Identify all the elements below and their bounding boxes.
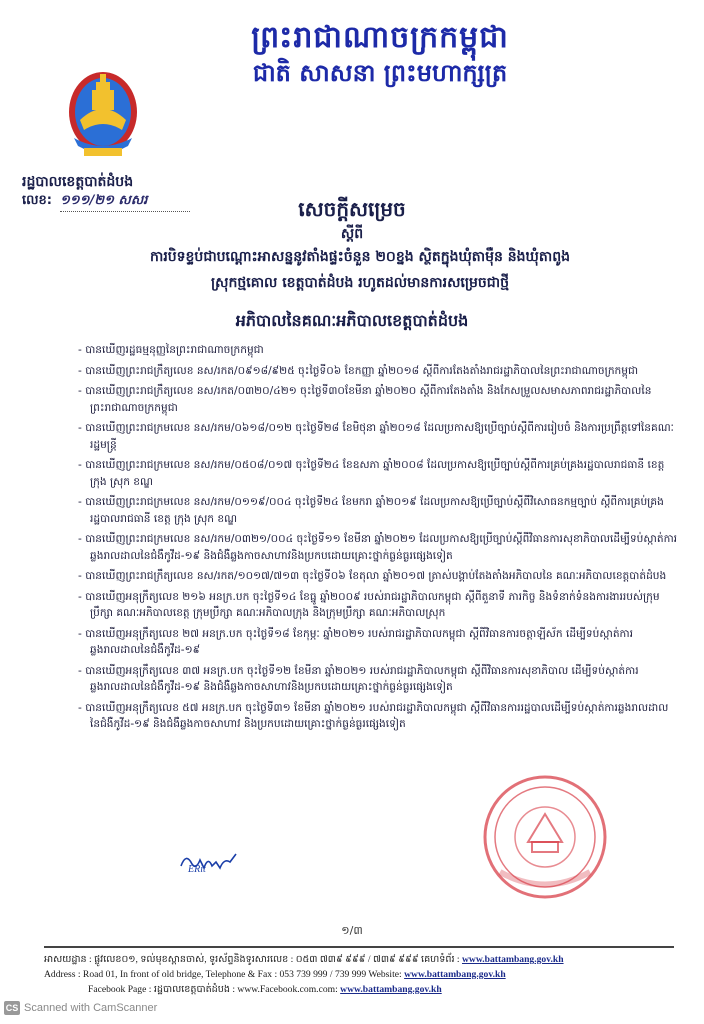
list-item: - បានឃើញអនុក្រឹត្យលេខ ២១៦ អនក្រ.បក ចុះថ្ងៃទី១៤ ខែធ្នូ ឆ្នាំ២០០៩ របស់រាជរដ្ឋាភិបាលកម្ពុជា ស្តីពីតួនាទី ភារកិច្ច និងទំនាក់ទំនងការងាររបស់ក្រុមប្រឹក្សា គណៈអភិបាលខេត្ត ក្រុមប្រឹក្សា គណៈអភិបាលក្រុង និងក្រុមប្រឹក្សា គណៈអភិបាលស្រុក: [78, 590, 660, 619]
list-item: - បានឃើញព្រះរាជក្រឹត្យលេខ នស/រកត/១០១៧/៧១៣ ចុះថ្ងៃទី០៦ ខែតុលា ឆ្នាំ២០១៧ ត្រាស់បង្គាប់តែងតាំងអភិបាលនៃ គណៈអភិបាលខេត្តបាត់ដំបង: [78, 570, 667, 582]
reference-label: លេខ:: [22, 193, 52, 208]
document-about: ស្តីពី: [340, 226, 364, 242]
subject-line-2: ស្រុកថ្មគោល ខេត្តបាត់ដំបង រហូតដល់មានការសម្រេចជាថ្មី: [210, 275, 510, 291]
scanner-text: Scanned with CamScanner: [24, 1001, 158, 1014]
list-item: - បានឃើញព្រះរាជក្រមលេខ នស/រកម/០៥០៨/០១៧ ចុះថ្ងៃទី២៤ ខែឧសភា ឆ្នាំ២០០៨ ដែលប្រកាសឱ្យប្រើច្បាប់ស្តីពីការគ្រប់គ្រងរដ្ឋបាលរាជធានី ខេត្ត ក្រុង ស្រុក ខណ្ឌ: [78, 459, 665, 488]
legal-basis-list: [78, 342, 678, 737]
footer-facebook-link[interactable]: www.battambang.gov.kh: [340, 984, 442, 995]
list-item: - បានឃើញព្រះរាជក្រឹត្យលេខ នស/រកត/០៩១៨/៩២៥ ចុះថ្ងៃទី០៦ ខែកញ្ញា ឆ្នាំ២០១៨ ស្តីពីការតែងតាំងរាជរដ្ឋាភិបាលនៃព្រះរាជាណាចក្រកម្ពុជា: [78, 364, 639, 377]
provincial-emblem-icon: [66, 68, 140, 168]
camscanner-icon: CS: [5, 1003, 19, 1013]
footer-facebook-label: Facebook Page :: [88, 984, 154, 995]
official-seal-stamp: [480, 772, 610, 902]
signature-text: ERit: [188, 864, 206, 874]
list-item: - បានឃើញព្រះរាជក្រមលេខ នស/រកម/០១១៩/០០៤ ចុះថ្ងៃទី២៤ ខែមករា ឆ្នាំ២០១៩ ដែលប្រកាសឱ្យប្រើច្បាប់ស្តីពីវិសោធនកម្មច្បាប់ ស្តីពីការគ្រប់គ្រងរដ្ឋបាលរាជធានី ខេត្ត ក្រុង ស្រុក ខណ្ឌ: [78, 496, 664, 525]
kingdom-header: ព្រះរាជាណាចក្រកម្ពុជា: [251, 20, 509, 55]
handwritten-signature: [178, 848, 238, 874]
list-item: - បានឃើញព្រះរាជក្រមលេខ នស/រកម/០៣២១/០០៤ ចុះថ្ងៃទី១១ ខែមីនា ឆ្នាំ២០២១ ដែលប្រកាសឱ្យប្រើច្បាប់ស្តីពីវិធានការសុខាភិបាលដើម្បីទប់ស្កាត់ការឆ្លងរាលដាលនៃជំងឺកូវីដ-១៩ និងជំងឺឆ្លងកាចសាហាវនិងប្រកបដោយគ្រោះថ្នាក់ធ្ងន់ធ្ងរផ្សេងទៀត: [78, 533, 678, 562]
sender-admin-name: រដ្ឋបាលខេត្តបាត់ដំបង: [22, 174, 134, 190]
footer-address-en: [44, 967, 674, 982]
footer-facebook-km: រដ្ឋបាលខេត្តបាត់ដំបង : www.Facebook.com.com:: [153, 984, 341, 995]
list-item: - បានឃើញរដ្ឋធម្មនុញ្ញនៃព្រះរាជាណាចក្រកម្ពុជា: [78, 344, 264, 356]
footer-address-en-label: Address: [44, 969, 76, 980]
footer-divider: [44, 946, 674, 948]
footer-website-link[interactable]: www.battambang.gov.kh: [462, 954, 564, 965]
document-title: សេចក្តីសម្រេច: [298, 197, 406, 221]
list-item: - បានឃើញអនុក្រឹត្យលេខ ៥៧ អនក្រ.បក ចុះថ្ងៃទី៣១ ខែមីនា ឆ្នាំ២០២១ របស់រាជរដ្ឋាភិបាលកម្ពុជា ស្តីពីវិធានការរដ្ឋបាលដើម្បីទប់ស្កាត់ការឆ្លងរាលដាលនៃជំងឺកូវីដ-១៩ និងជំងឺឆ្លងកាចសាហាវ និងប្រកបដោយគ្រោះថ្នាក់ធ្ងន់ធ្ងរផ្សេងទៀត: [78, 701, 669, 730]
document-subject: [50, 244, 670, 296]
list-item: - បានឃើញព្រះរាជក្រឹត្យលេខ នស/រកត/០៣២០/៤២១ ចុះថ្ងៃទី៣០ខែមីនា ឆ្នាំ២០២០ ស្តីពីការតែងតាំង និងកែសម្រួលសមាសភាពរាជរដ្ឋាភិបាលនៃព្រះរាជាណាចក្រកម្ពុជា: [78, 385, 652, 414]
list-item: - បានឃើញអនុក្រឹត្យលេខ ២៧ អនក្រ.បក ចុះថ្ងៃទី១៨ ខែកុម្ភៈ ឆ្នាំ២០២១ របស់រាជរដ្ឋាភិបាលកម្ពុជា ស្តីពីវិធានការចត្តាឡីស័ក ដើម្បីទប់ស្កាត់ការឆ្លងរាលដាលនៃជំងឺកូវីដ-១៩: [78, 627, 634, 656]
motto-header: ជាតិ សាសនា ព្រះមហាក្សត្រ: [252, 58, 508, 87]
footer-address-en-text: : Road 01, In front of old bridge, Telephone & Fax : 053 739 999 / 739 999 Website:: [77, 969, 402, 980]
page-number: ១/៣: [341, 924, 363, 937]
footer-address-km-text: អាសយដ្ឋាន : ផ្លូវលេខ០១, ទល់មុខស្ពានចាស់, ទូរស័ព្ទនិងទូរសារលេខ : ០៥៣ ៧៣៩ ៩៩៩ / ៧៣៩ ៩៩៩ គេហទំព័រ :: [44, 954, 460, 965]
scanner-watermark: [4, 1001, 157, 1015]
list-item: - បានឃើញព្រះរាជក្រមលេខ នស/រកម/០៦១៨/០១២ ចុះថ្ងៃទី២៨ ខែមិថុនា ឆ្នាំ២០១៨ ដែលប្រកាសឱ្យប្រើច្បាប់ស្តីពីការរៀបចំ និងការប្រព្រឹត្តទៅនៃគណៈរដ្ឋមន្ត្រី: [78, 422, 674, 451]
list-item: - បានឃើញអនុក្រឹត្យលេខ ៣៧ អនក្រ.បក ចុះថ្ងៃទី១២ ខែមីនា ឆ្នាំ២០២១ របស់រាជរដ្ឋាភិបាលកម្ពុជា ស្តីពីវិធានការសុខាភិបាល ដើម្បីទប់ស្កាត់ការឆ្លងរាលដាលនៃជំងឺកូវីដ-១៩ និងជំងឺឆ្លងកាចសាហាវនិងប្រកបដោយគ្រោះថ្នាក់ធ្ងន់ធ្ងរផ្សេងទៀត: [78, 664, 639, 693]
footer-facebook: [44, 982, 674, 997]
footer-address-km: [44, 952, 674, 967]
reference-number: ១១១/២១ សសរ: [60, 192, 190, 212]
footer-website-link-en[interactable]: www.battambang.gov.kh: [404, 969, 506, 980]
issuing-authority: អភិបាលនៃគណៈអភិបាលខេត្តបាត់ដំបង: [235, 311, 469, 330]
subject-line-1: ការបិទខ្ទប់ជាបណ្ដោះអាសន្ននូវតាំងផ្ទះចំនួន ២០ខ្នង ស្ថិតក្នុងឃុំតាម៉ឺន និងឃុំតាពូង: [150, 249, 570, 265]
footer: [44, 952, 674, 997]
